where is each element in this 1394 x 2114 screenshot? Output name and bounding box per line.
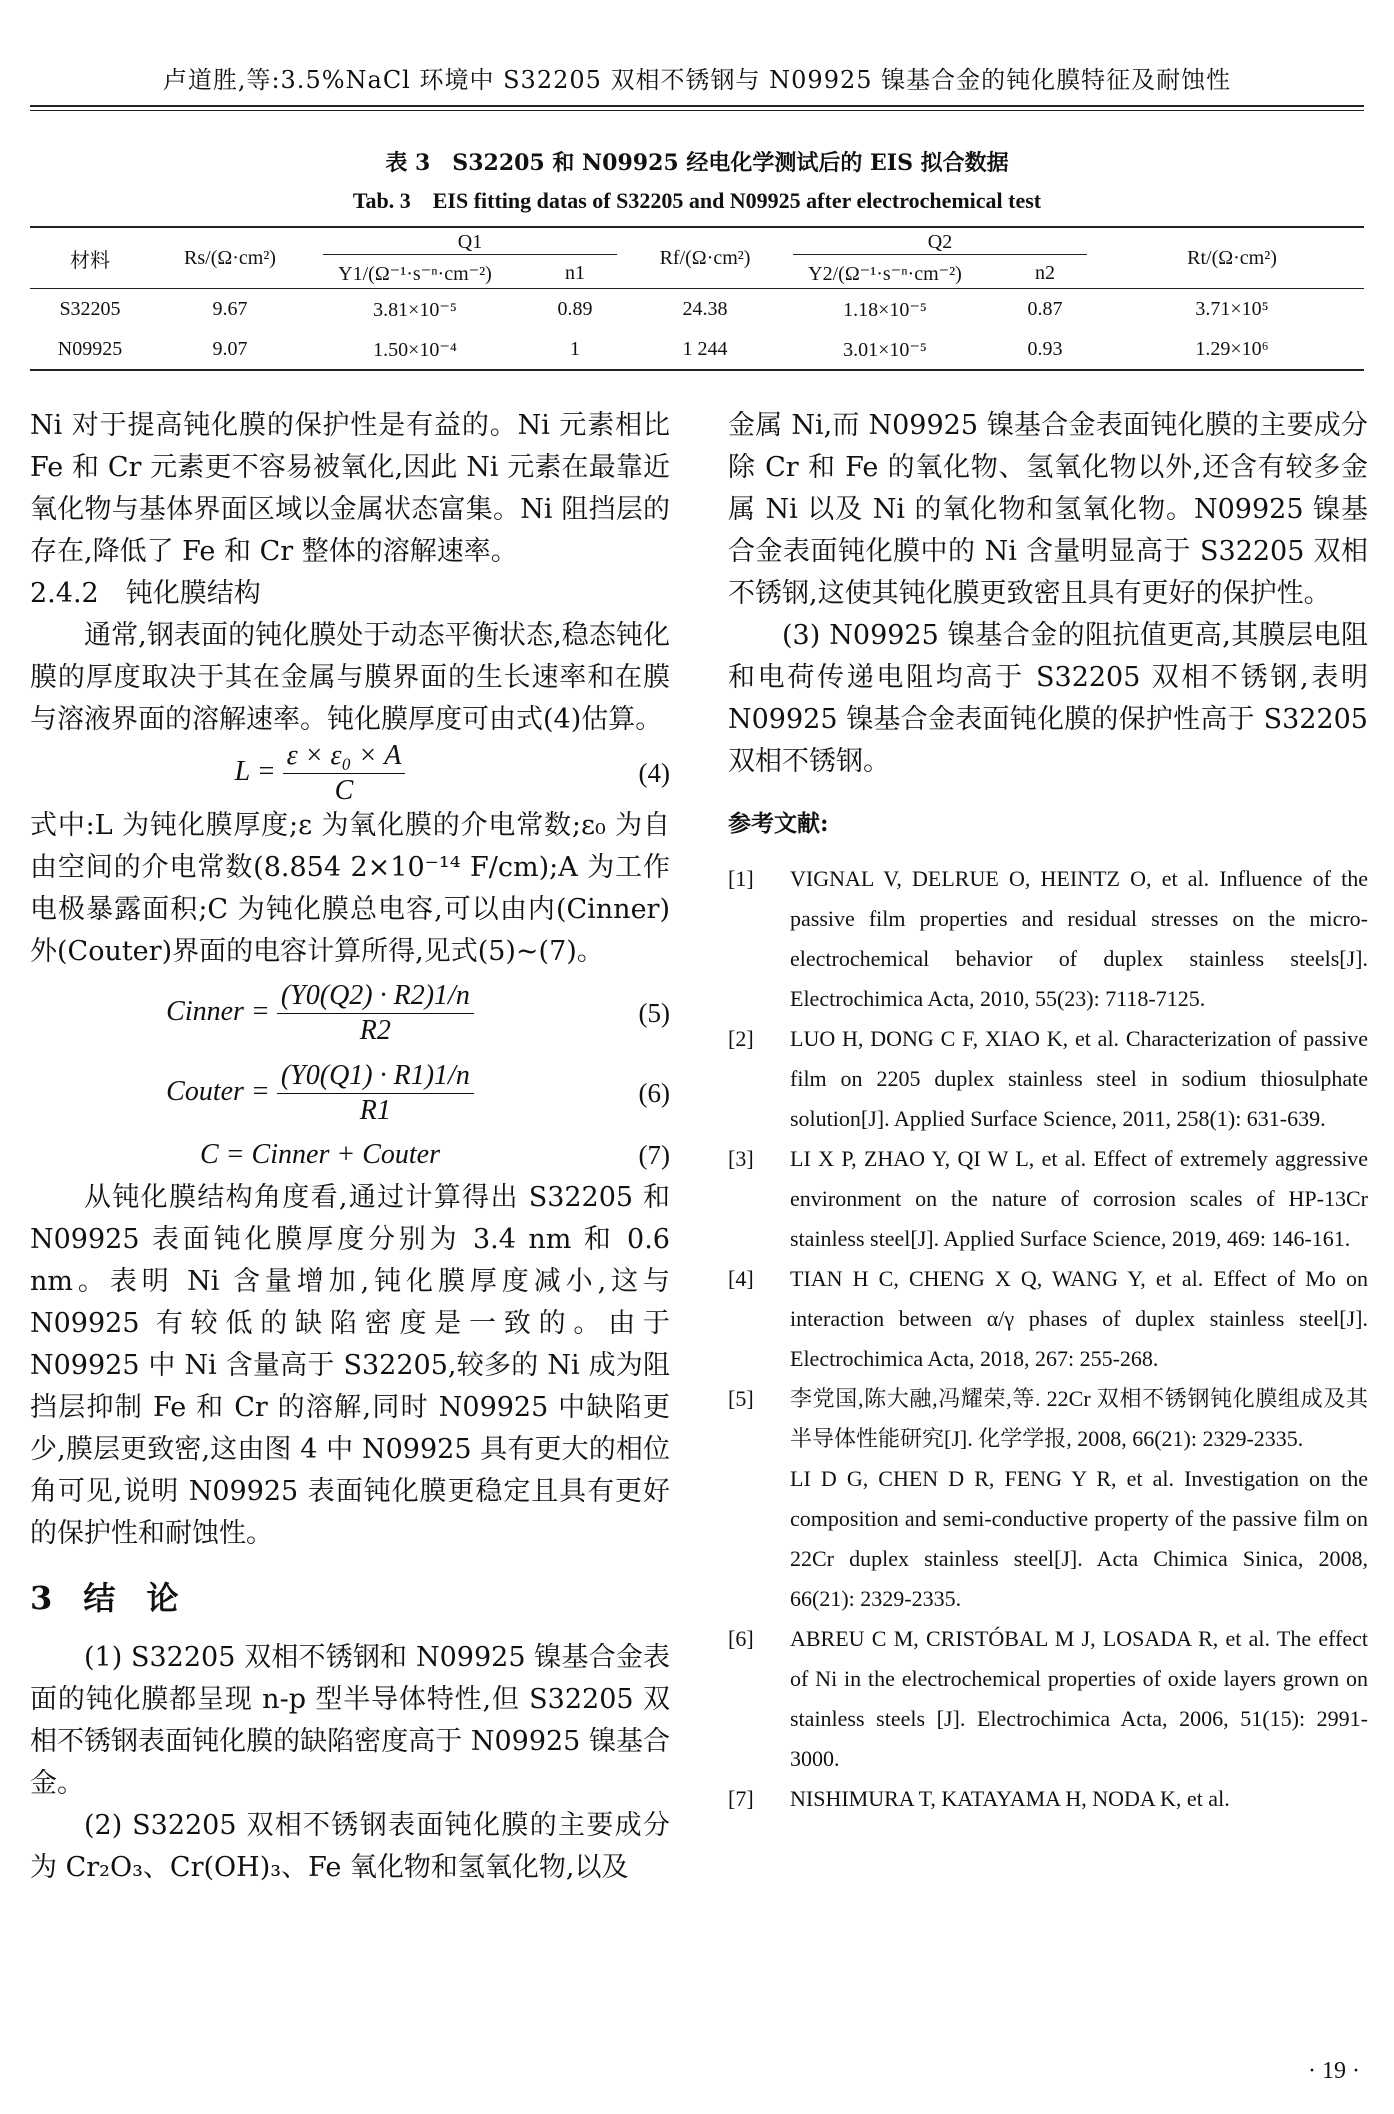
reference-item — [728, 1019, 1368, 1139]
reference-item — [728, 1779, 1368, 1819]
reference-item — [728, 1619, 1368, 1779]
ref-text: LI D G, CHEN D R, FENG Y R, et al. Investigation on the composition and semi-conductive property of the passive film on 22Cr duplex stainless steel[J]. Acta Chimica Sinica, 2008, 66(21): 2329-2335. — [790, 1466, 1368, 1611]
cell-y1: 1.50×10⁻⁴ — [310, 329, 520, 370]
th-rf: Rf/(Ω·cm²) — [630, 227, 780, 289]
th-rs: Rs/(Ω·cm²) — [150, 227, 310, 289]
table-caption-en: Tab. 3 EIS fitting datas of S32205 and N09925 after electrochemical test — [352, 188, 1042, 213]
cell-rs: 9.67 — [212, 297, 248, 320]
table-row — [30, 289, 1364, 330]
eq5-fraction — [277, 979, 474, 1048]
eq4-fraction — [283, 739, 406, 808]
conclusion-1: (1) S32205 双相不锈钢和 N09925 镍基合金表面的钝化膜都呈现 n-p 型半导体特性,但 S32205 双相不锈钢表面钝化膜的缺陷密度高于 N09925 镍基合金。 — [30, 1642, 670, 1799]
th-q1-label: Q1 — [323, 231, 617, 255]
th-n2: n2 — [990, 258, 1100, 289]
eq5-lhs: Cinner = — [166, 995, 270, 1027]
header-rule — [30, 105, 1364, 107]
ref-number: [5] — [728, 1386, 754, 1411]
eq4-lhs: L = — [234, 755, 276, 787]
cell-rt: 3.71×10⁵ — [1195, 297, 1269, 320]
ref-number: [4] — [728, 1266, 754, 1291]
table-caption-cn: 表 3 S32205 和 N09925 经电化学测试后的 EIS 拟合数据 — [385, 150, 1009, 176]
reference-list — [728, 859, 1368, 1819]
eq6-lhs: Couter = — [166, 1075, 270, 1107]
ref-text: LUO H, DONG C F, XIAO K, et al. Characterization of passive film on 2205 duplex stainless steel in sodium thiosulphate solution[J]. Applied Surface Science, 2011, 258(1): 631-639. — [790, 1026, 1368, 1131]
reference-item — [728, 1139, 1368, 1259]
th-rt: Rt/(Ω·cm²) — [1100, 227, 1364, 289]
ref-number: [6] — [728, 1626, 754, 1651]
equation-6 — [30, 1053, 670, 1133]
th-q2-label: Q2 — [793, 231, 1087, 255]
th-q1 — [310, 227, 630, 258]
cell-rt: 1.29×10⁶ — [1100, 329, 1364, 370]
reference-item-translation — [728, 1459, 1368, 1619]
ref-number: [7] — [728, 1786, 754, 1811]
cell-rf: 1 244 — [630, 329, 780, 370]
eq6-number: (6) — [638, 1078, 670, 1108]
cell-material: N09925 — [30, 329, 150, 370]
table-row — [30, 329, 1364, 370]
ref-number: [3] — [728, 1146, 754, 1171]
references-title: 参考文献: — [728, 810, 829, 837]
running-header: 卢道胜,等:3.5%NaCl 环境中 S32205 双相不锈钢与 N09925 镍基合金的钝化膜特征及耐蚀性 — [162, 66, 1232, 94]
th-q2 — [780, 227, 1100, 258]
eq7-body: C = Cinner + Couter — [199, 1139, 441, 1170]
cell-y1: 3.81×10⁻⁵ — [373, 298, 457, 321]
paragraph: 金属 Ni,而 N09925 镍基合金表面钝化膜的主要成分除 Cr 和 Fe 的氧化物、氢氧化物以外,还含有较多金属 Ni 以及 Ni 的氧化物和氢氧化物。N09925 镍基合金表面钝化膜中的 Ni 含量明显高于 S32205 双相不锈钢,这使其钝化膜更致密且具有更好的保护性。 — [728, 410, 1368, 609]
conclusion-2: (2) S32205 双相不锈钢表面钝化膜的主要成分为 Cr₂O₃、Cr(OH)₃、Fe 氧化物和氢氧化物,以及 — [30, 1810, 670, 1883]
eis-table — [30, 226, 1364, 371]
reference-item — [728, 1379, 1368, 1459]
reference-item — [728, 1259, 1368, 1379]
eq4-numerator: ε × ε₀ × A — [283, 739, 406, 774]
left-column — [30, 405, 670, 1889]
conclusion-3: (3) N09925 镍基合金的阻抗值更高,其膜层电阻和电荷传递电阻均高于 S32205 双相不锈钢,表明 N09925 镍基合金表面钝化膜的保护性高于 S32205 双相不锈钢。 — [728, 620, 1368, 777]
eq5-numerator: (Y0(Q2) · R2)1/n — [277, 979, 474, 1014]
paragraph: 从钝化膜结构角度看,通过计算得出 S32205 和 N09925 表面钝化膜厚度分别为 3.4 nm 和 0.6 nm。表明 Ni 含量增加,钝化膜厚度减小,这与 N09925 有较低的缺陷密度是一致的。由于 N09925 中 Ni 含量高于 S32205,较多的 Ni 成为阻挡层抑制 Fe 和 Cr 的溶解,同时 N09925 中缺陷更少,膜层更致密,这由图 4 中 N09925 具有更大的相位角可见,说明 N09925 表面钝化膜更稳定且具有更好的保护性和耐蚀性。 — [30, 1182, 670, 1549]
cell-n1: 1 — [520, 329, 630, 370]
eq6-denominator: R1 — [359, 1094, 391, 1126]
eq6-fraction — [277, 1059, 474, 1128]
th-y2: Y2/(Ω⁻¹·s⁻ⁿ·cm⁻²) — [780, 258, 990, 289]
paragraph: 式中:L 为钝化膜厚度;ε 为氧化膜的介电常数;ε₀ 为自由空间的介电常数(8.854 2×10⁻¹⁴ F/cm);A 为工作电极暴露面积;C 为钝化膜总电容,可以由内(Cinner)外(Couter)界面的电容计算所得,见式(5)~(7)。 — [30, 810, 670, 967]
equation-4 — [30, 741, 670, 805]
cell-rs: 9.07 — [150, 329, 310, 370]
header-rule-thin — [30, 110, 1364, 111]
th-material: 材料 — [30, 227, 150, 289]
eq4-number: (4) — [638, 758, 670, 788]
section-heading-2-4-2: 2.4.2 钝化膜结构 — [30, 578, 261, 609]
eq5-number: (5) — [638, 998, 670, 1028]
paragraph: Ni 对于提高钝化膜的保护性是有益的。Ni 元素相比 Fe 和 Cr 元素更不容易被氧化,因此 Ni 元素在最靠近氧化物与基体界面区域以金属状态富集。Ni 阻挡层的存在,降低了 Fe 和 Cr 整体的溶解速率。 — [30, 410, 670, 567]
ref-text: LI X P, ZHAO Y, QI W L, et al. Effect of extremely aggressive environment on the nature of corrosion scales of HP-13Cr stainless steel[J]. Applied Surface Science, 2019, 469: 146-161. — [790, 1146, 1368, 1251]
cell-material: S32205 — [59, 297, 121, 320]
ref-text: TIAN H C, CHENG X Q, WANG Y, et al. Effect of Mo on interaction between α/γ phases of duplex stainless steel[J]. Electrochimica Acta, 2018, 267: 255-268. — [790, 1266, 1368, 1371]
cell-n1: 0.89 — [557, 297, 593, 320]
section-heading-3: 3 结 论 — [30, 1579, 189, 1617]
equation-5 — [30, 973, 670, 1053]
ref-number: [2] — [728, 1026, 754, 1051]
eq7-number: (7) — [638, 1140, 670, 1170]
th-n1: n1 — [520, 258, 630, 289]
ref-number — [728, 1459, 790, 1619]
page-number: · 19 · — [1308, 2058, 1360, 2084]
cell-y2: 3.01×10⁻⁵ — [780, 329, 990, 370]
cell-n2: 0.93 — [990, 329, 1100, 370]
paragraph: 通常,钢表面的钝化膜处于动态平衡状态,稳态钝化膜的厚度取决于其在金属与膜界面的生长速率和在膜与溶液界面的溶解速率。钝化膜厚度可由式(4)估算。 — [30, 620, 670, 735]
eq4-denominator: C — [334, 774, 354, 806]
eq5-denominator: R2 — [359, 1014, 391, 1046]
eq6-numerator: (Y0(Q1) · R1)1/n — [277, 1059, 474, 1094]
reference-item — [728, 859, 1368, 1019]
cell-rf: 24.38 — [682, 297, 728, 320]
cell-n2: 0.87 — [1027, 297, 1063, 320]
cell-y2: 1.18×10⁻⁵ — [843, 298, 927, 321]
ref-text: VIGNAL V, DELRUE O, HEINTZ O, et al. Influence of the passive film properties and residual stresses on the micro-electrochemical behavior of duplex stainless steels[J]. Electrochimica Acta, 2010, 55(23): 7118-7125. — [790, 866, 1368, 1011]
th-y1: Y1/(Ω⁻¹·s⁻ⁿ·cm⁻²) — [310, 258, 520, 289]
ref-text: 李党国,陈大融,冯耀荣,等. 22Cr 双相不锈钢钝化膜组成及其半导体性能研究[J]. 化学学报, 2008, 66(21): 2329-2335. — [790, 1386, 1368, 1451]
ref-number: [1] — [728, 866, 754, 891]
right-column — [728, 405, 1368, 1819]
ref-text: ABREU C M, CRISTÓBAL M J, LOSADA R, et al. The effect of Ni in the electrochemical properties of oxide layers grown on stainless steels [J]. Electrochimica Acta, 2006, 51(15): 2991-3000. — [790, 1626, 1368, 1771]
equation-7 — [30, 1133, 670, 1177]
ref-text: NISHIMURA T, KATAYAMA H, NODA K, et al. — [790, 1786, 1230, 1811]
